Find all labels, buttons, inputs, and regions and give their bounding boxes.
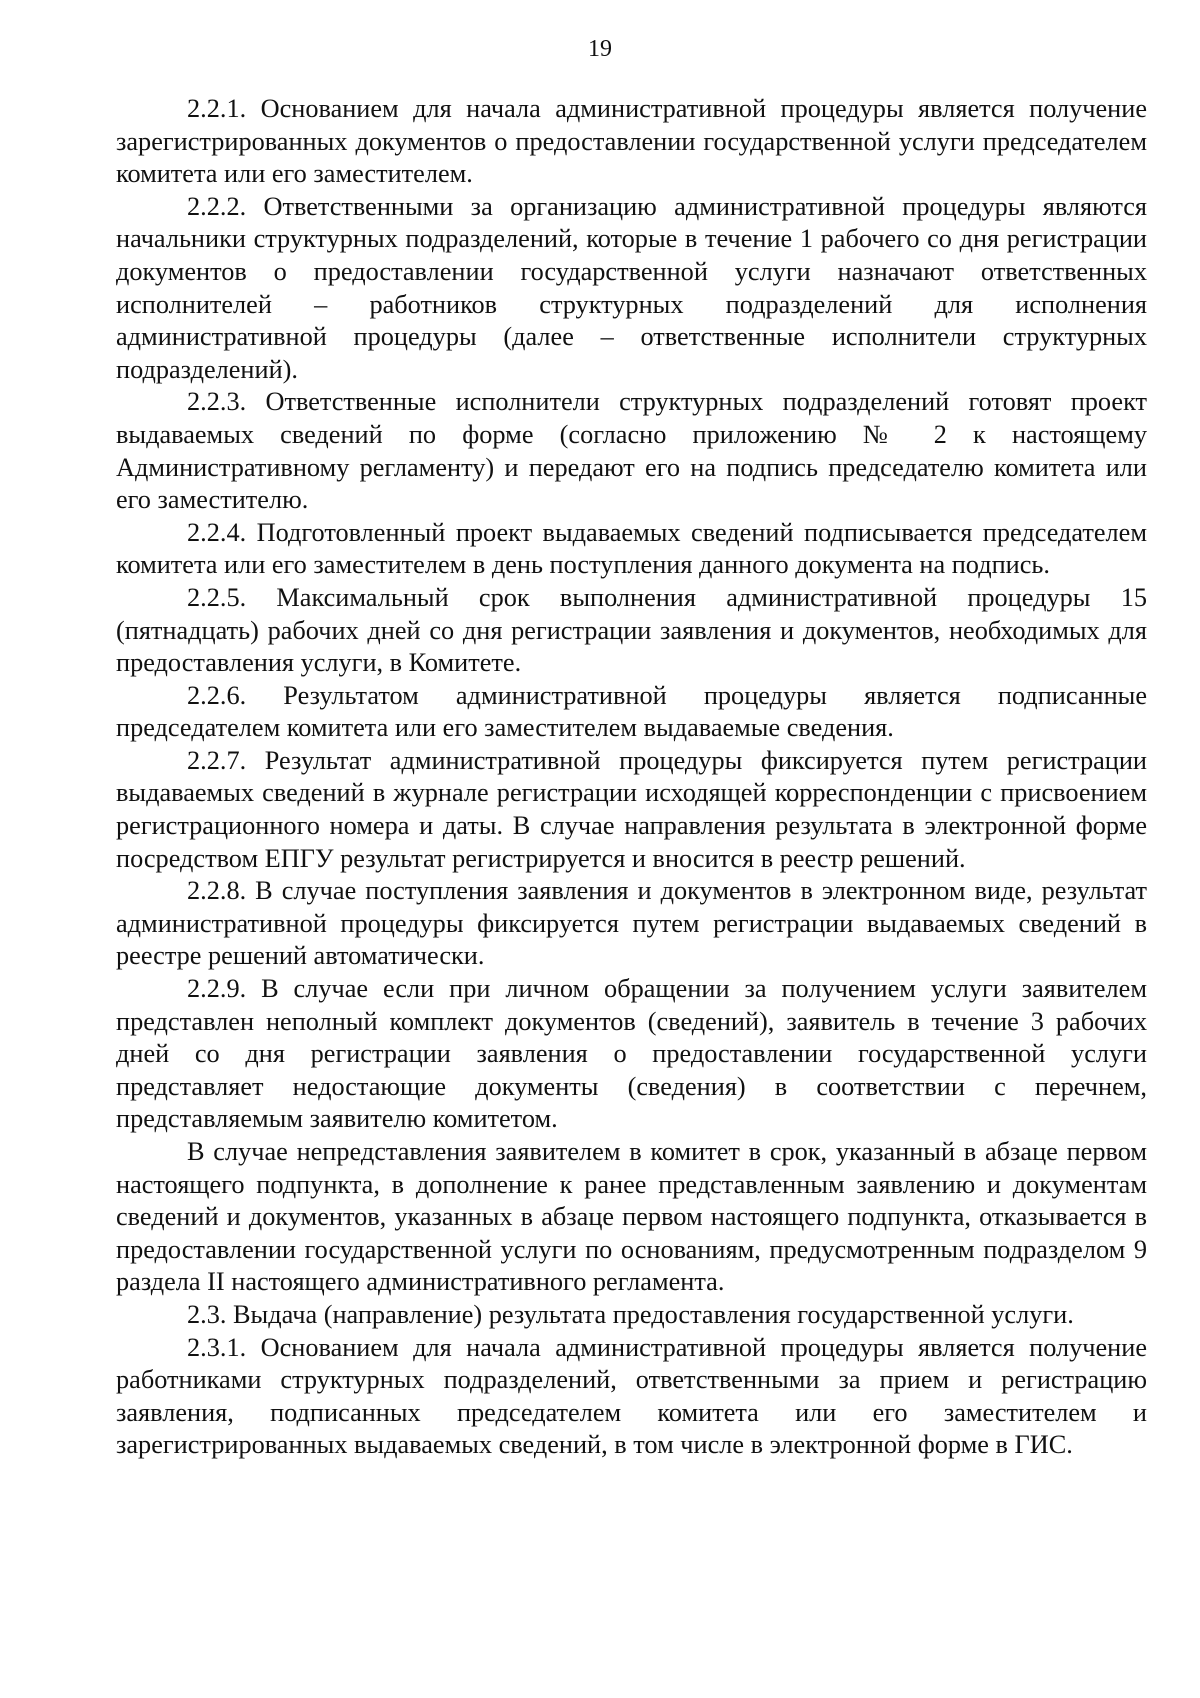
paragraph-2-2-3: 2.2.3. Ответственные исполнители структурных подразделений готовят проект выдаваемых сведений по форме (согласно приложению № 2 к настоящему Административному регламенту) и передают его на подпись председателю комитета или его заместителю. [116, 387, 1147, 515]
paragraph-2-2-4: 2.2.4. Подготовленный проект выдаваемых сведений подписывается председателем комитета или его заместителем в день поступления данного документа на подпись. [116, 517, 1147, 580]
paragraph-2-2-5: 2.2.5. Максимальный срок выполнения административной процедуры 15 (пятнадцать) рабочих дней со дня регистрации заявления и документов, необходимых для предоставления услуги, в Комитете. [116, 582, 1147, 678]
paragraph-2-2-2: 2.2.2. Ответственными за организацию административной процедуры являются начальники структурных подразделений, которые в течение 1 рабочего со дня регистрации документов о предоставлении государственной услуги назначают ответственных исполнителей – работников структурных подразделений для исполнения административной процедуры (далее – ответственные исполнители структурных подразделений). [116, 191, 1147, 384]
paragraph-2-2-7: 2.2.7. Результат административной процедуры фиксируется путем регистрации выдаваемых сведений в журнале регистрации исходящей корреспонденции с присвоением регистрационного номера и даты. В случае направления результата в электронной форме посредством ЕПГУ результат регистрируется и вносится в реестр решений. [116, 745, 1147, 873]
page-number: 19 [588, 36, 612, 62]
paragraph-2-2-8: 2.2.8. В случае поступления заявления и документов в электронном виде, результат административной процедуры фиксируется путем регистрации выдаваемых сведений в реестре решений автоматически. [116, 876, 1147, 971]
paragraph-2-2-9-continuation: В случае непредставления заявителем в комитет в срок, указанный в абзаце первом настоящего подпункта, в дополнение к ранее представленным заявлению и документам сведений и документов, указанных в абзаце первом настоящего подпункта, отказывается в предоставлении государственной услуги по основаниям, предусмотренным подразделом 9 раздела II настоящего административного регламента. [116, 1137, 1147, 1297]
paragraph-2-2-9: 2.2.9. В случае если при личном обращении за получением услуги заявителем представлен неполный комплект документов (сведений), заявитель в течение 3 рабочих дней со дня регистрации заявления о предоставлении государственной услуги представляет недостающие документы (сведения) в соответствии с перечнем, представляемым заявителю комитетом. [116, 974, 1147, 1134]
paragraph-2-3-1: 2.3.1. Основанием для начала административной процедуры является получение работниками структурных подразделений, ответственными за прием и регистрацию заявления, подписанных председателем комитета или его заместителем и зарегистрированных выдаваемых сведений, в том числе в электронной форме в ГИС. [116, 1332, 1147, 1460]
paragraph-2-2-1: 2.2.1. Основанием для начала административной процедуры является получение зарегистрированных документов о предоставлении государственной услуги председателем комитета или его заместителем. [116, 94, 1147, 189]
paragraph-2-2-6: 2.2.6. Результатом административной процедуры является подписанные председателем комитета или его заместителем выдаваемые сведения. [116, 680, 1147, 743]
paragraph-2-3: 2.3. Выдача (направление) результата предоставления государственной услуги. [187, 1299, 1074, 1329]
document-body [116, 93, 1147, 1462]
